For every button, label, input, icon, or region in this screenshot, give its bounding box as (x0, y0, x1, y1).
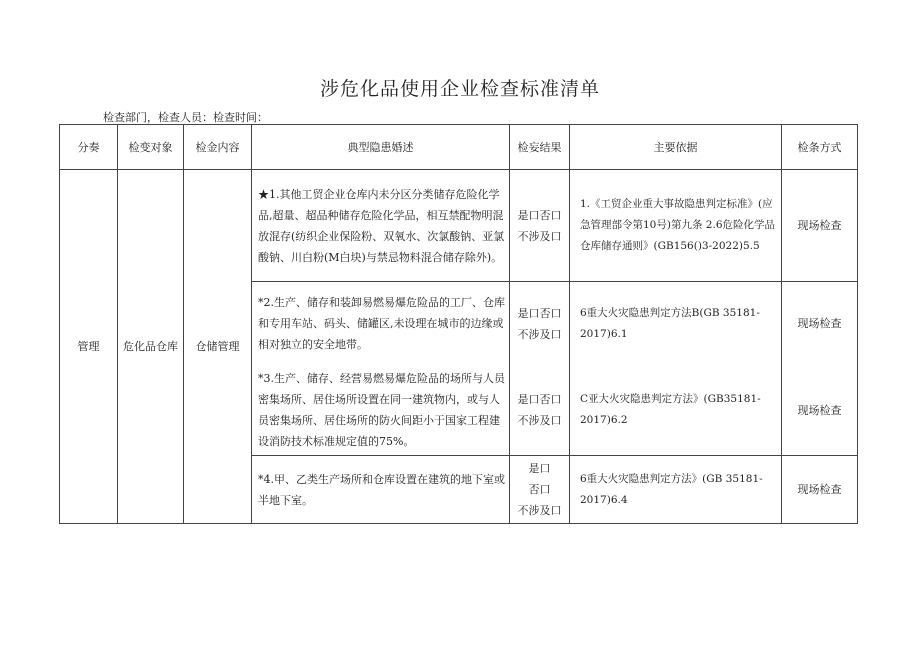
row-result[interactable] (510, 456, 570, 524)
row-method: 现场检查 (782, 282, 858, 366)
header-basis: 主要依据 (570, 125, 782, 170)
table-header-row (60, 125, 858, 170)
result-option-no[interactable]: 否口 (528, 483, 551, 496)
row-basis: C亚大火灾隐患判定方法》(GB35181-2017)6.2 (570, 366, 782, 456)
header-method: 检条方式 (782, 125, 858, 170)
header-result: 检妄结果 (510, 125, 570, 170)
row-description: ★1.其他工贸企业仓库内未分区分类储存危险化学品,超量、超品种储存危险化学品，相互禁配物明混放混存(纺织企业保险粉、双氧水、次氯酸钠、亚氯酸钠、川白粉(M白块)与禁忌物料混合储存除外)。 (252, 170, 510, 282)
category-cell: 管理 (60, 170, 118, 524)
row-description: *2.生产、储存和装卸易燃易爆危险品的工厂、仓库和专用车站、码头、储罐区,未设理在城市的边缘或相对独立的安全地带。 (252, 282, 510, 366)
row-method: 现场检查 (782, 456, 858, 524)
content-cell: 仓储管理 (184, 170, 252, 524)
row-description: *4.甲、乙类生产场所和仓库设置在建筑的地下室或半地下室。 (252, 456, 510, 524)
row-method: 现场检查 (782, 366, 858, 456)
table-row (60, 170, 858, 282)
inspection-meta: 检查部门，检查人员：检查时间： (103, 111, 268, 124)
row-description: *3.生产、储存、经营易燃易爆危险品的场所与人员密集场所、居住场所设置在同一建筑物内，或与人员密集场所、居住场所的防火间距小于国家工程建设消防技术标准规定值的75%。 (252, 366, 510, 456)
header-description: 典型隐患婚述 (252, 125, 510, 170)
row-basis: 6重大火灾隐患判定方法B(GB 35181-2017)6.1 (570, 282, 782, 366)
row-result[interactable]: 是口否口不涉及口 (510, 282, 570, 366)
header-content: 检金内容 (184, 125, 252, 170)
row-basis: 1.《工贸企业重大事故隐患判定标准》(应急管理部令第10号)第九条 2.6危险化学品仓库储存通则》(GB156()3-2022)5.5 (570, 170, 782, 282)
result-option-na[interactable]: 不涉及口 (517, 504, 562, 517)
row-result[interactable]: 是口否口不涉及口 (510, 366, 570, 456)
row-method: 现场检查 (782, 170, 858, 282)
header-category: 分奏 (60, 125, 118, 170)
result-option-yes[interactable]: 是口 (528, 462, 551, 475)
row-result[interactable]: 是口否口不涉及口 (510, 170, 570, 282)
row-basis: 6重大火灾隐患判定方法》(GB 35181-2017)6.4 (570, 456, 782, 524)
object-cell: 危化品仓库 (118, 170, 184, 524)
page-title: 涉危化品使用企业检查标准清单 (319, 78, 600, 100)
header-object: 检变对象 (118, 125, 184, 170)
checklist-table (59, 124, 858, 524)
